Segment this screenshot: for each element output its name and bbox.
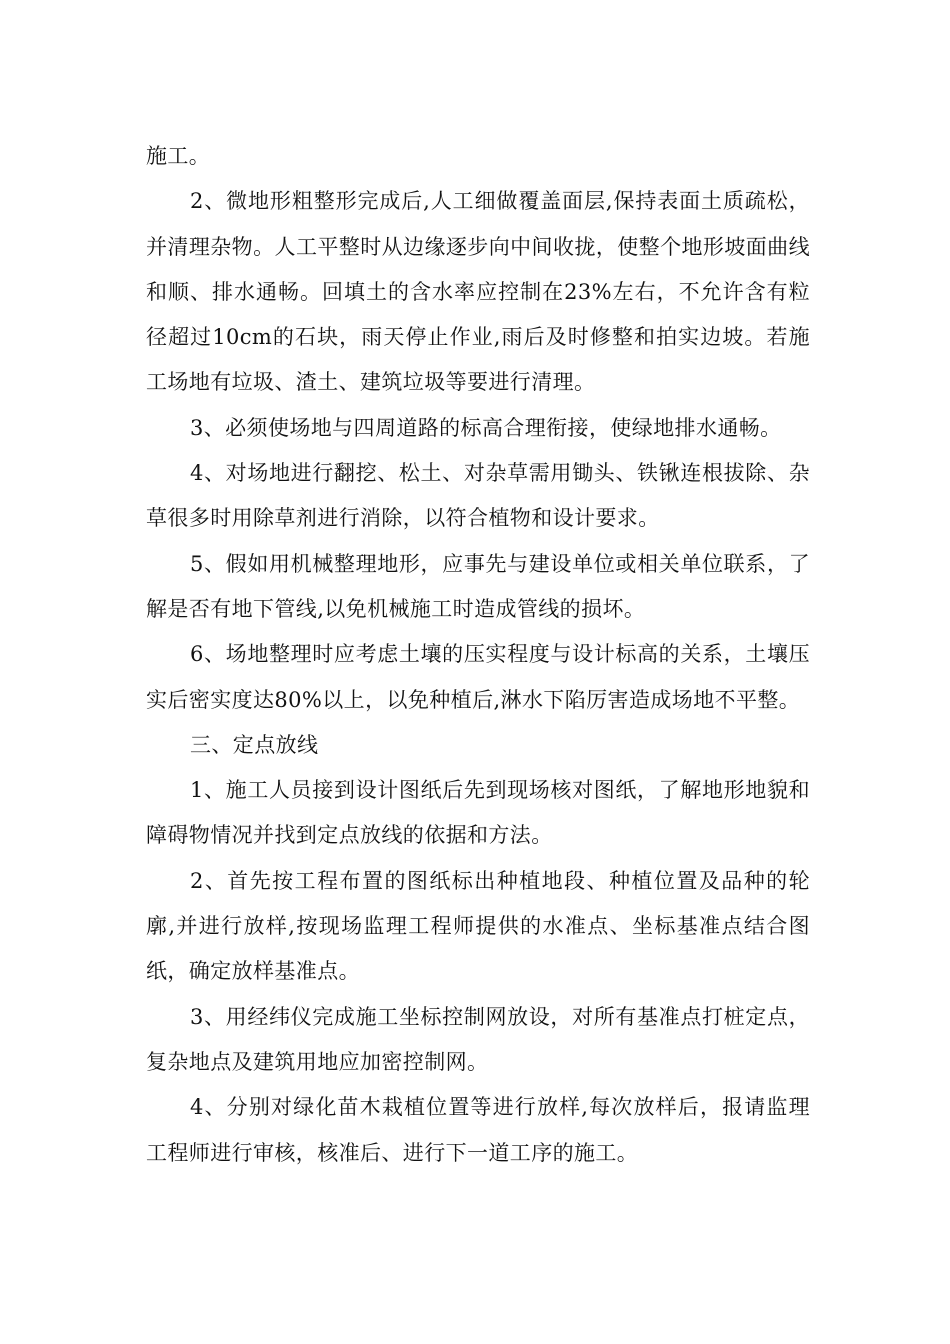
paragraph-item-5-machinery: 5、假如用机械整理地形，应事先与建设单位或相关单位联系，了解是否有地下管线,以免机械施工时造成管线的损坏。	[146, 551, 810, 621]
document-body	[146, 134, 810, 1176]
paragraph-item-3-elevation: 3、必须使场地与四周道路的标高合理衔接，使绿地排水通畅。	[190, 415, 782, 440]
paragraph-staking-1: 1、施工人员接到设计图纸后先到现场核对图纸，了解地形地貌和障碍物情况并找到定点放线的依据和方法。	[146, 778, 810, 848]
paragraph-staking-2: 2、首先按工程布置的图纸标出种植地段、种植位置及品种的轮廓,并进行放样,按现场监理工程师提供的水准点、坐标基准点结合图纸，确定放样基准点。	[146, 868, 810, 984]
paragraph-item-2-surface-layer: 2、微地形粗整形完成后,人工细做覆盖面层,保持表面土质疏松，并清理杂物。人工平整时从边缘逐步向中间收拢，使整个地形坡面曲线和顺、排水通畅。回填土的含水率应控制在23%左右，不允许含有粒径超过10cm的石块，雨天停止作业,雨后及时修整和拍实边坡。若施工场地有垃圾、渣土、建筑垃圾等要进行清理。	[146, 189, 810, 395]
section-heading-staking-out: 三、定点放线	[190, 732, 319, 757]
paragraph-item-6-compaction: 6、场地整理时应考虑土壤的压实程度与设计标高的关系，土壤压实后密实度达80%以上，以免种植后,淋水下陷厉害造成场地不平整。	[146, 642, 810, 712]
paragraph-staking-3: 3、用经纬仪完成施工坐标控制网放设，对所有基准点打桩定点，复杂地点及建筑用地应加密控制网。	[146, 1004, 810, 1074]
paragraph-staking-4: 4、分别对绿化苗木栽植位置等进行放样,每次放样后，报请监理工程师进行审核，核准后、进行下一道工序的施工。	[146, 1095, 810, 1165]
paragraph-continuation: 施工。	[146, 144, 211, 168]
paragraph-item-4-weeding: 4、对场地进行翻挖、松土、对杂草需用锄头、铁锹连根拔除、杂草很多时用除草剂进行消除，以符合植物和设计要求。	[146, 461, 810, 531]
